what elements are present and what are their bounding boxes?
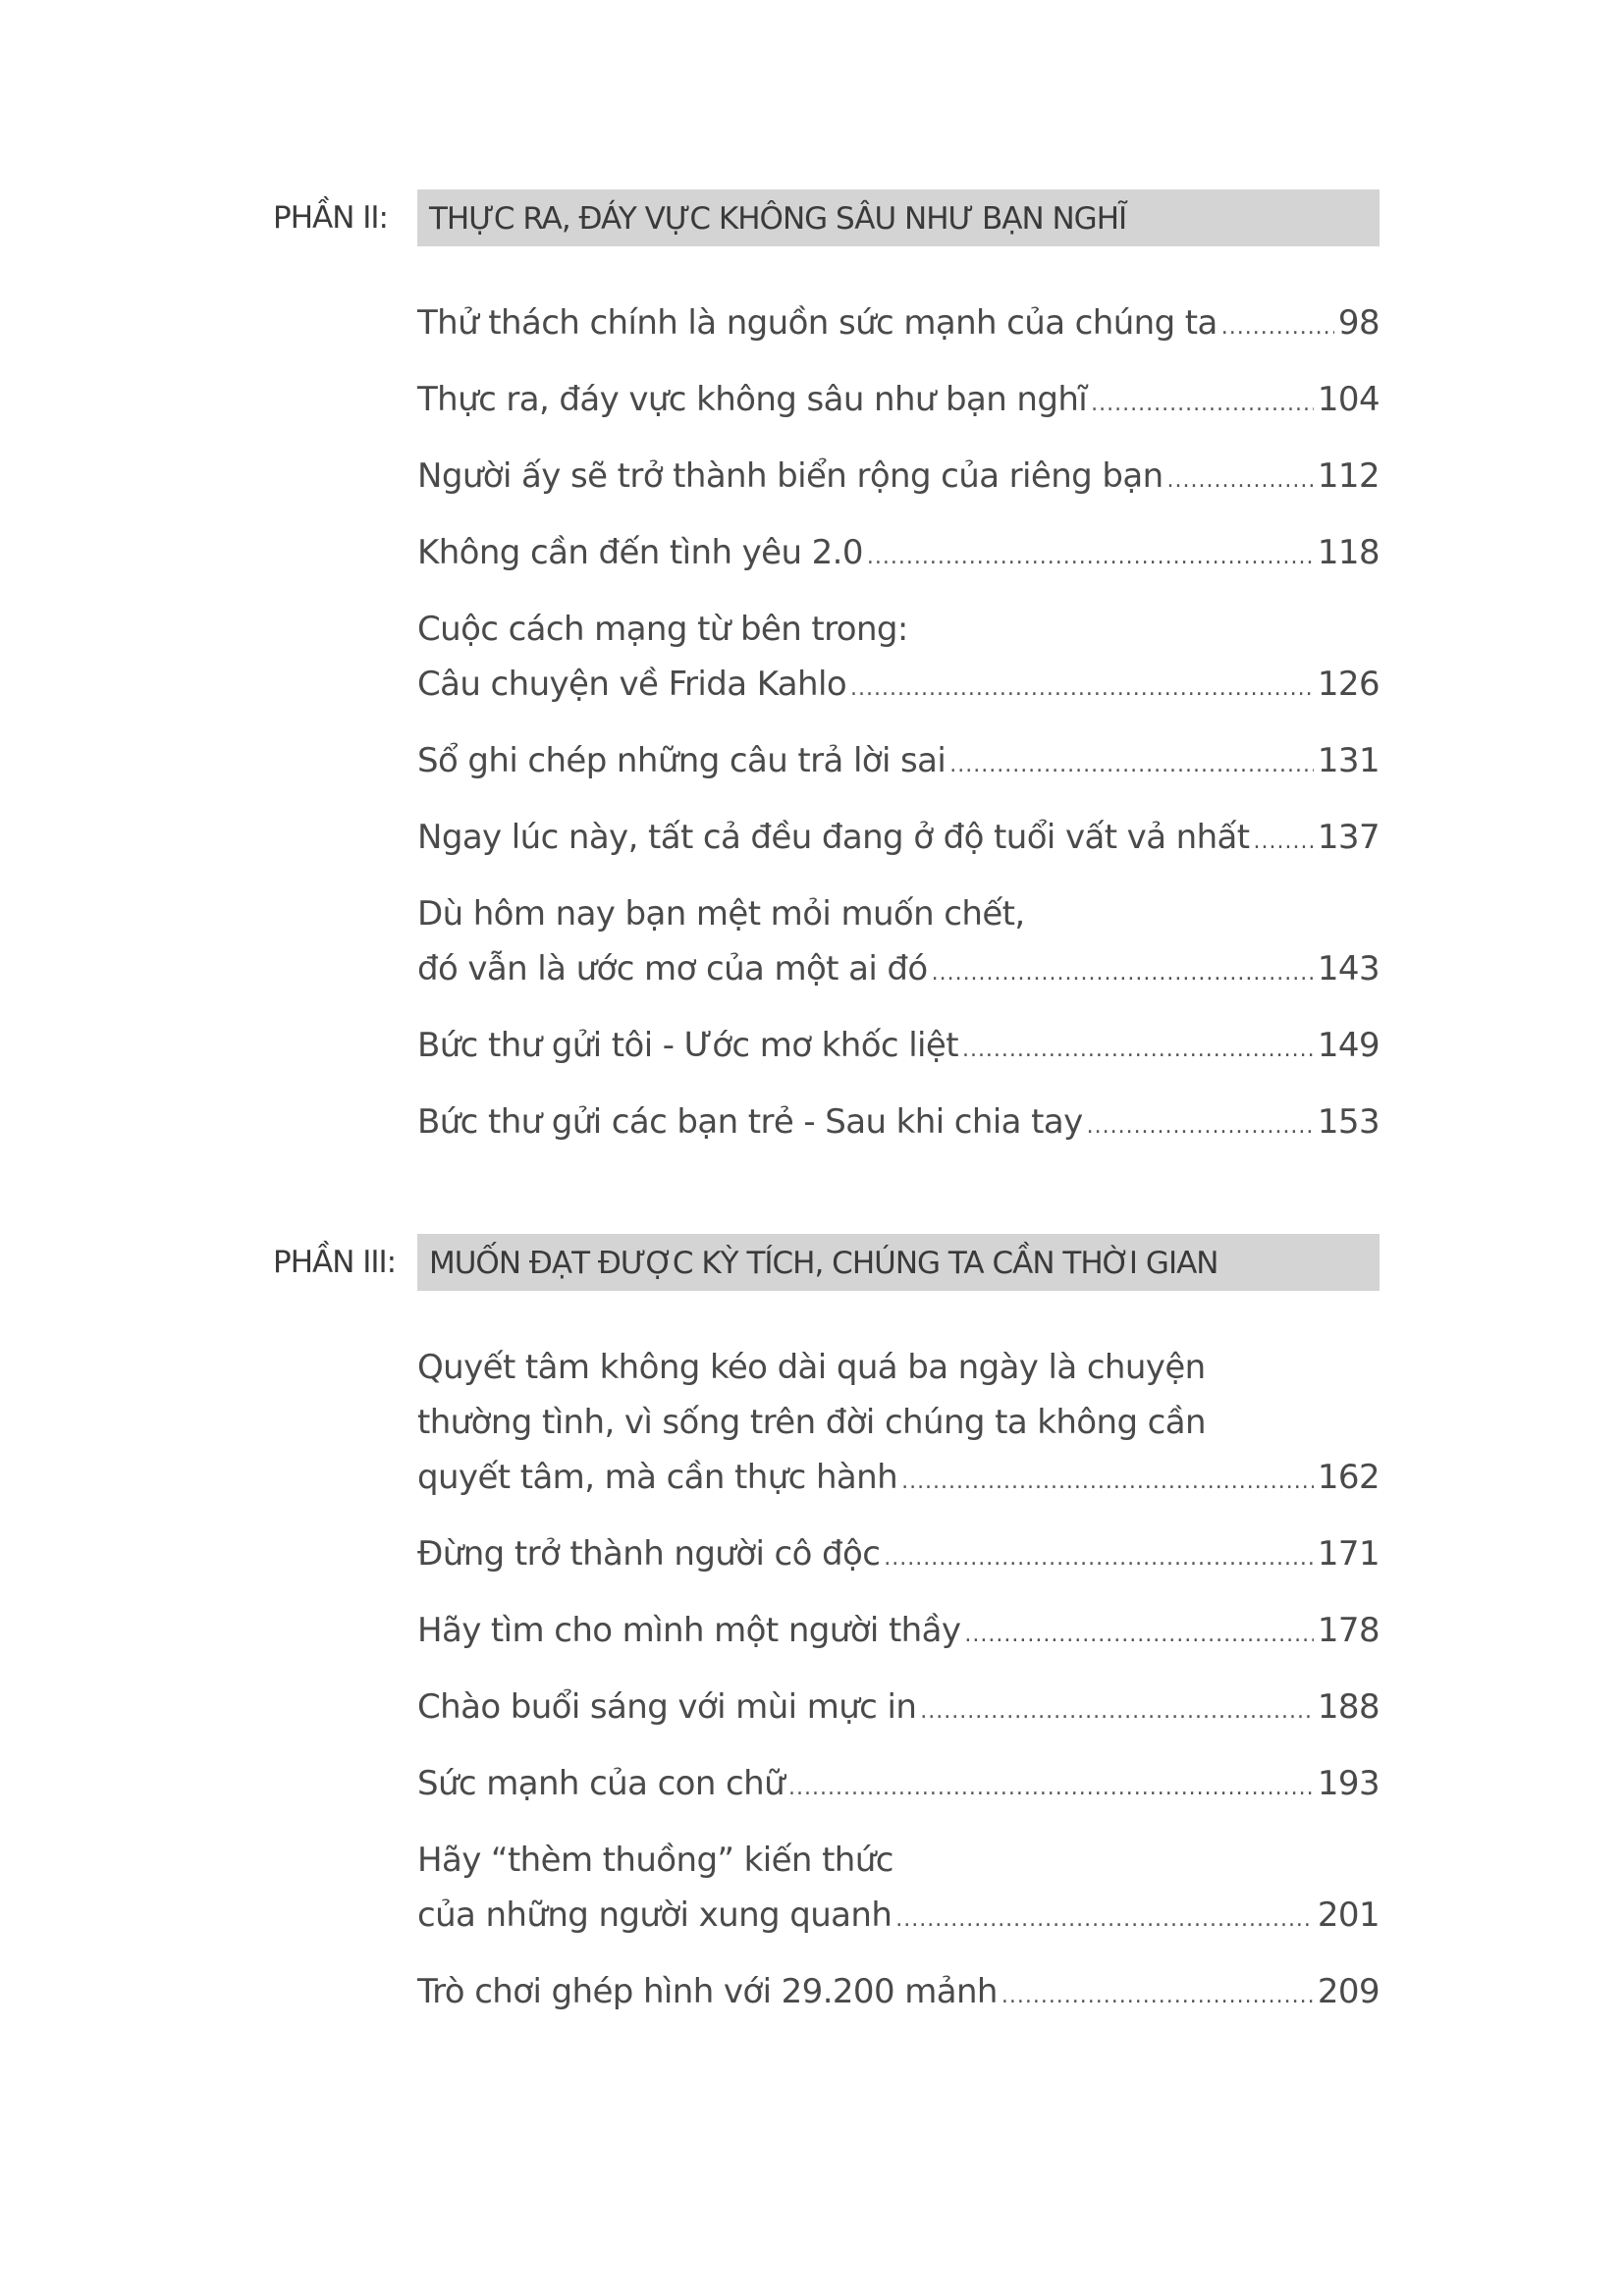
toc-entry-page-number: 131: [1317, 741, 1380, 780]
toc-section-part-2: [273, 189, 1380, 1171]
dot-leader: [964, 1608, 1314, 1663]
dot-leader: [932, 946, 1314, 1001]
toc-entry-title: Câu chuyện về Frida Kahlo: [417, 665, 847, 704]
toc-entries: [417, 295, 1380, 1149]
section-header: [273, 1234, 1380, 1291]
toc-entry[interactable]: [417, 1018, 1380, 1073]
toc-entry[interactable]: [417, 886, 1380, 996]
dot-leader: [895, 1893, 1314, 1948]
dot-leader: [901, 1455, 1314, 1510]
toc-entry[interactable]: [417, 1833, 1380, 1943]
toc-entry-page-number: 112: [1317, 456, 1380, 496]
section-title: MUỐN ĐẠT ĐƯỢC KỲ TÍCH, CHÚNG TA CẦN THỜI GIAN: [429, 1246, 1218, 1281]
dot-leader: [850, 662, 1314, 717]
toc-entry-row: [417, 525, 1380, 580]
toc-entry-row: [417, 1450, 1380, 1505]
toc-entry[interactable]: [417, 1756, 1380, 1811]
toc-entry-page-number: 118: [1317, 533, 1380, 572]
toc-entry-title: Thử thách chính là nguồn sức mạnh của chúng ta: [417, 303, 1217, 343]
toc-entry-title-line: Quyết tâm không kéo dài quá ba ngày là chuyện: [417, 1348, 1206, 1387]
toc-entry[interactable]: [417, 810, 1380, 865]
toc-entry-title: của những người xung quanh: [417, 1896, 893, 1935]
dot-leader: [884, 1531, 1314, 1586]
toc-entry-row: [417, 733, 1380, 788]
toc-entry-row: [417, 1888, 1380, 1943]
toc-entry-page-number: 201: [1317, 1896, 1380, 1935]
toc-entry-title: Bức thư gửi các bạn trẻ - Sau khi chia tay: [417, 1102, 1083, 1142]
toc-entry-page-number: 153: [1317, 1102, 1380, 1142]
toc-entry[interactable]: [417, 1095, 1380, 1149]
dot-leader: [962, 1023, 1314, 1078]
toc-entry-row: [417, 372, 1380, 427]
toc-entry-title: quyết tâm, mà cần thực hành: [417, 1458, 898, 1497]
toc-entry-row: [417, 449, 1380, 504]
toc-entry-page-number: 188: [1317, 1687, 1380, 1727]
toc-entry-page-number: 137: [1317, 818, 1380, 857]
toc-entry-title-line: Hãy “thèm thuồng” kiến thức: [417, 1841, 893, 1880]
toc-entry-title: Bức thư gửi tôi - Ước mơ khốc liệt: [417, 1026, 958, 1065]
toc-entry-title: Sổ ghi chép những câu trả lời sai: [417, 741, 947, 780]
section-label: PHẦN III:: [273, 1245, 397, 1280]
dot-leader: [867, 530, 1314, 585]
toc-entry[interactable]: [417, 372, 1380, 427]
toc-entry-title: đó vẫn là ước mơ của một ai đó: [417, 949, 928, 988]
toc-entry-page-number: 193: [1317, 1764, 1380, 1803]
toc-entry-title: Người ấy sẽ trở thành biển rộng của riêng bạn: [417, 456, 1163, 496]
dot-leader: [1221, 300, 1334, 355]
toc-entry-page-number: 178: [1317, 1611, 1380, 1650]
section-title-bar: [417, 189, 1380, 246]
toc-section-part-3: [273, 1234, 1380, 2041]
toc-entry-title: Đừng trở thành người cô độc: [417, 1534, 881, 1574]
dot-leader: [1254, 815, 1314, 870]
section-header: [273, 189, 1380, 246]
section-label: PHẦN II:: [273, 200, 388, 236]
toc-entry[interactable]: [417, 1340, 1380, 1505]
toc-entry-row: [417, 941, 1380, 996]
toc-entry[interactable]: [417, 1680, 1380, 1735]
toc-entry-title: Hãy tìm cho mình một người thầy: [417, 1611, 961, 1650]
toc-entry-page-number: 104: [1317, 380, 1380, 419]
dot-leader: [949, 738, 1314, 793]
toc-entry-row: [417, 810, 1380, 865]
toc-entry-page-number: 209: [1317, 1972, 1380, 2011]
dot-leader: [1087, 1099, 1314, 1154]
toc-entry-page-number: 126: [1317, 665, 1380, 704]
toc-entry[interactable]: [417, 449, 1380, 504]
toc-entry[interactable]: [417, 525, 1380, 580]
toc-entry[interactable]: [417, 295, 1380, 350]
toc-entry-page-number: 149: [1317, 1026, 1380, 1065]
toc-entry-row: [417, 1964, 1380, 2019]
toc-entry-title: Không cần đến tình yêu 2.0: [417, 533, 863, 572]
toc-entry[interactable]: [417, 1526, 1380, 1581]
toc-entry-title-line: thường tình, vì sống trên đời chúng ta không cần: [417, 1403, 1206, 1442]
toc-entry-page-number: 171: [1317, 1534, 1380, 1574]
toc-entry-title: Ngay lúc này, tất cả đều đang ở độ tuổi vất vả nhất: [417, 818, 1250, 857]
section-title: THỰC RA, ĐÁY VỰC KHÔNG SÂU NHƯ BẠN NGHĨ: [429, 201, 1127, 237]
toc-entry[interactable]: [417, 1603, 1380, 1658]
toc-entry-row: [417, 1526, 1380, 1581]
toc-entry-page-number: 162: [1317, 1458, 1380, 1497]
toc-entry[interactable]: [417, 733, 1380, 788]
toc-entry[interactable]: [417, 602, 1380, 712]
toc-entry-title-line: Dù hôm nay bạn mệt mỏi muốn chết,: [417, 894, 1025, 934]
dot-leader: [788, 1761, 1314, 1816]
toc-entry-row: [417, 295, 1380, 350]
toc-entry[interactable]: [417, 1964, 1380, 2019]
toc-entry-row: [417, 1603, 1380, 1658]
dot-leader: [1091, 377, 1314, 432]
toc-entry-title: Chào buổi sáng với mùi mực in: [417, 1687, 917, 1727]
toc-entry-row: [417, 1095, 1380, 1149]
dot-leader: [1001, 1969, 1314, 2024]
toc-entry-title: Sức mạnh của con chữ: [417, 1764, 785, 1803]
toc-entry-row: [417, 1756, 1380, 1811]
toc-entry-page-number: 143: [1317, 949, 1380, 988]
dot-leader: [920, 1684, 1314, 1739]
toc-entry-title: Trò chơi ghép hình với 29.200 mảnh: [417, 1972, 998, 2011]
toc-entry-row: [417, 1018, 1380, 1073]
dot-leader: [1167, 454, 1314, 508]
section-title-bar: [417, 1234, 1380, 1291]
toc-entry-title-line: Cuộc cách mạng từ bên trong:: [417, 610, 908, 649]
toc-entries: [417, 1340, 1380, 2019]
toc-entry-page-number: 98: [1337, 303, 1380, 343]
toc-entry-row: [417, 657, 1380, 712]
toc-entry-row: [417, 1680, 1380, 1735]
toc-entry-title: Thực ra, đáy vực không sâu như bạn nghĩ: [417, 380, 1088, 419]
